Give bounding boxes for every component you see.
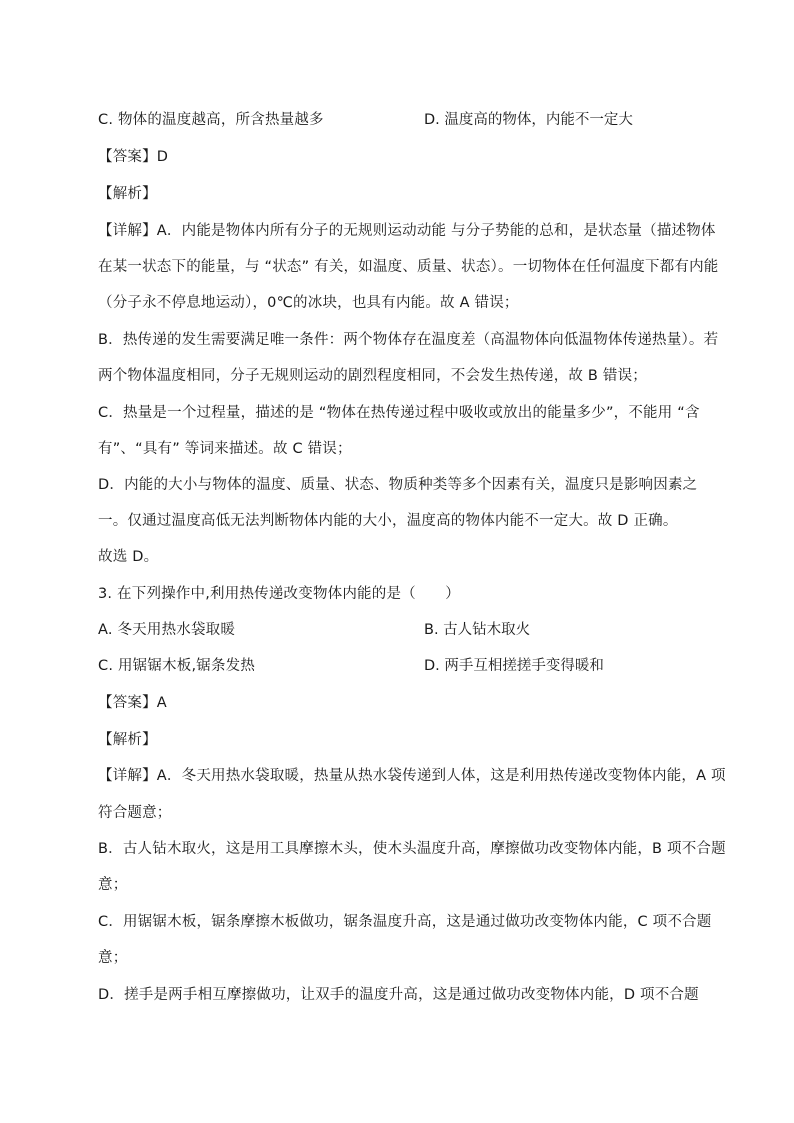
q3-detail-line: D．搓手是两手相互摩擦做功，让双手的温度升高，这是通过做功改变物体内能，D 项不合题: [98, 987, 699, 1003]
q2-detail-line: 故选 D。: [98, 549, 159, 565]
q3-answer: 【答案】A: [98, 695, 167, 711]
q2-analysis-label: 【解析】: [98, 186, 157, 202]
q2-answer: 【答案】D: [98, 149, 169, 165]
q2-detail-line: 两个物体温度相同，分子无规则运动的剧烈程度相同，不会发生热传递，故 B 错误；: [98, 368, 647, 384]
q3-detail-line: 意；: [98, 877, 128, 893]
q2-detail-line: 在某一状态下的能量，与 “状态” 有关，如温度、质量、状态）。一切物体在任何温度下都有内能: [98, 259, 719, 275]
q3-detail-line: C．用锯锯木板，锯条摩擦木板做功，锯条温度升高，这是通过做功改变物体内能，C 项不合题: [98, 914, 712, 930]
q2-detail-line: 一。仅通过温度高低无法判断物体内能的大小，温度高的物体内能不一定大。故 D 正确。: [98, 513, 678, 529]
q2-option-c: C. 物体的温度越高，所含热量越多: [98, 112, 324, 128]
q2-detail-line: （分子永不停息地运动），0℃的冰块，也具有内能。故 A 错误；: [98, 295, 519, 311]
q3-detail-line: 符合题意；: [98, 805, 172, 821]
q3-option-b: B. 古人钻木取火: [424, 622, 531, 638]
q3-option-d: D. 两手互相搓搓手变得暖和: [424, 658, 604, 674]
q2-detail-line: 【详解】A．内能是物体内所有分子的无规则运动动能 与分子势能的总和，是状态量（描述物体: [98, 223, 716, 239]
q3-analysis-label: 【解析】: [98, 732, 157, 748]
q3-detail-line: 【详解】A．冬天用热水袋取暖，热量从热水袋传递到人体，这是利用热传递改变物体内能，A 项: [98, 768, 726, 784]
q3-option-c: C. 用锯锯木板,锯条发热: [98, 658, 256, 674]
q3-stem: 3. 在下列操作中,利用热传递改变物体内能的是（ ）: [98, 586, 460, 602]
q2-detail-line: D．内能的大小与物体的温度、质量、状态、物质种类等多个因素有关，温度只是影响因素之: [98, 477, 698, 493]
q3-option-a: A. 冬天用热水袋取暖: [98, 622, 236, 638]
q2-option-d: D. 温度高的物体，内能不一定大: [424, 112, 633, 128]
q2-detail-line: 有”、“具有” 等词来描述。故 C 错误；: [98, 441, 352, 457]
q3-detail-line: B．古人钻木取火，这是用工具摩擦木头，使木头温度升高，摩擦做功改变物体内能，B 项不合题: [98, 841, 726, 857]
q3-detail-line: 意；: [98, 950, 128, 966]
q2-detail-line: B．热传递的发生需要满足唯一条件：两个物体存在温度差（高温物体向低温物体传递热量）。若: [98, 332, 719, 348]
q2-detail-line: C．热量是一个过程量，描述的是 “物体在热传递过程中吸收或放出的能量多少”，不能用 “含: [98, 405, 700, 421]
